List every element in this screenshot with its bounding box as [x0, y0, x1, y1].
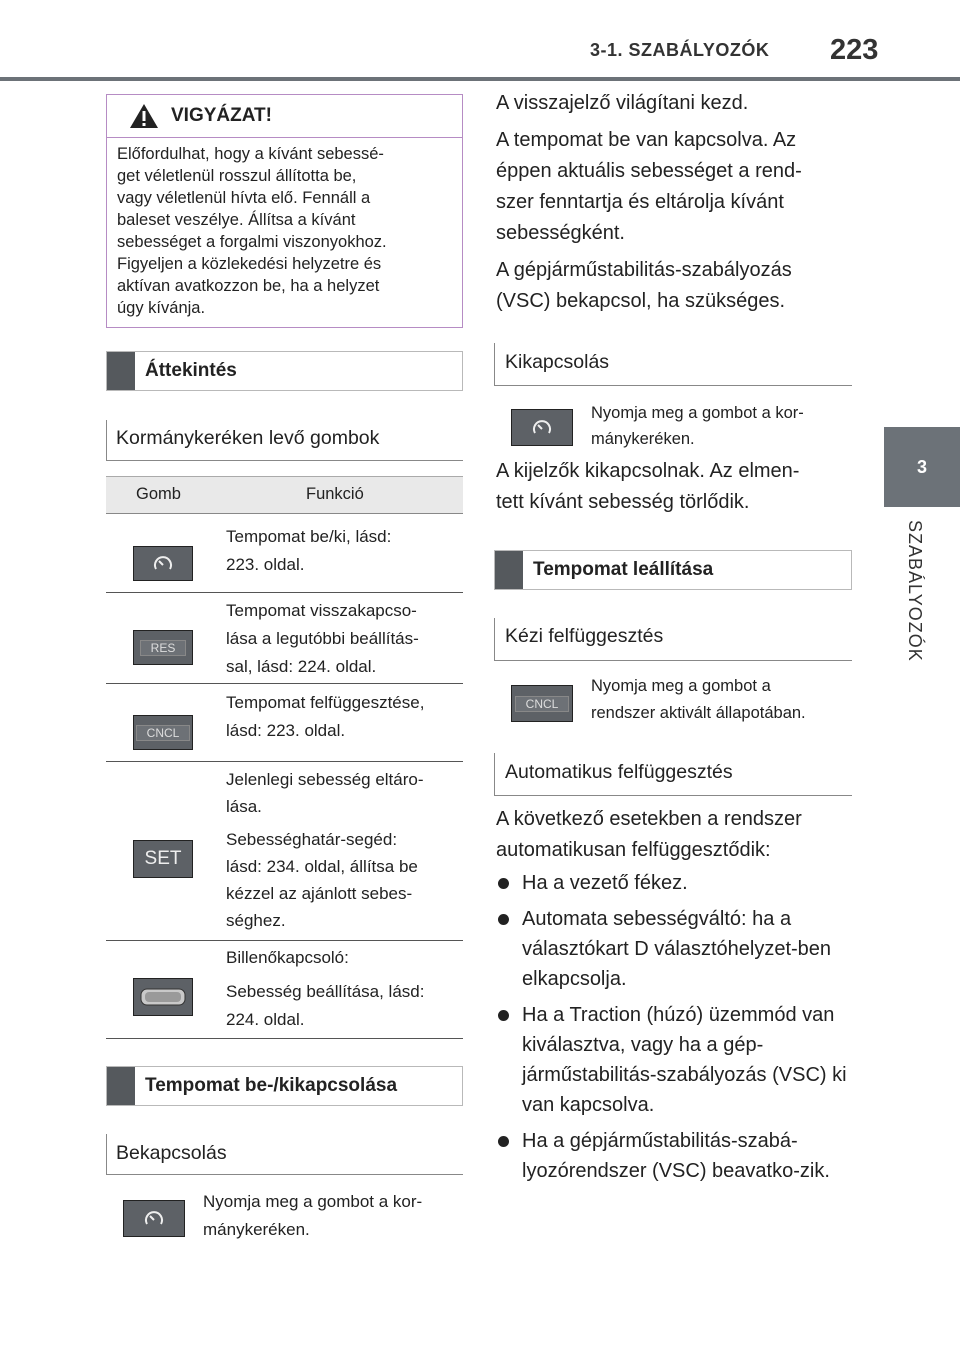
cruise-control-icon	[531, 418, 553, 438]
cncl-button-image	[511, 685, 573, 722]
table-row-divider	[106, 592, 463, 593]
chapter-label: SZABÁLYOZÓK	[905, 520, 925, 662]
table-header	[106, 476, 463, 514]
stop-heading-text: Tempomat leállítása	[533, 559, 714, 580]
section-title: 3-1. SZABÁLYOZÓK	[590, 40, 770, 60]
list-item: Ha a Traction (húzó) üzemmód van kiválasztva, vagy ha a gép-járműstabilitás-szabályozás (VSC) ki van kapcsolva.	[496, 1000, 856, 1120]
subheading-rule	[106, 1174, 463, 1175]
cruise-onoff-button-image	[511, 409, 573, 446]
cncl-label: CNCL	[515, 696, 570, 712]
overview-subheading: Kormánykeréken levő gombok	[116, 427, 380, 449]
subheading-marker	[494, 618, 495, 660]
warning-line: úgy kívánja.	[117, 299, 206, 317]
table-row-divider	[106, 683, 463, 684]
subheading-rule	[494, 660, 852, 661]
warning-line: Előfordulhat, hogy a kívánt sebessé-	[117, 145, 384, 163]
subheading-rule	[494, 385, 852, 386]
cruise-control-icon	[143, 1209, 165, 1229]
off-result-text: A kijelzők kikapcsolnak. Az elmen- tett kívánt sebesség törlődik.	[496, 460, 800, 513]
warning-line: sebességet a forgalmi viszonyokhoz.	[117, 233, 387, 251]
on-subheading: Bekapcsolás	[116, 1142, 227, 1164]
overview-heading-text: Áttekintés	[145, 360, 237, 381]
table-row-function: Billenőkapcsoló: Sebesség beállítása, lásd: 224. oldal.	[226, 948, 425, 1029]
header-rule	[0, 77, 960, 81]
cruise-onoff-button-image	[123, 1200, 185, 1237]
list-item: Ha a gépjárműstabilitás-szabá-lyozórendszer (VSC) beavatko-zik.	[496, 1126, 856, 1186]
subheading-marker	[494, 753, 495, 795]
overview-heading	[106, 351, 463, 391]
warning-text	[117, 143, 455, 319]
subheading-rule	[106, 460, 463, 461]
rocker-switch-image	[133, 978, 193, 1016]
manual-subheading: Kézi felfüggesztés	[505, 625, 664, 647]
off-subheading: Kikapcsolás	[505, 351, 610, 373]
on-instruction: Nyomja meg a gombot a kor- mánykeréken.	[203, 1192, 423, 1239]
warning-line: vagy véletlenül hívta elő. Fennáll a	[117, 189, 371, 207]
table-row-function: Tempomat visszakapcso- lása a legutóbbi beállítás- sal, lásd: 224. oldal.	[226, 601, 419, 676]
subheading-marker	[106, 1134, 107, 1174]
cruise-control-icon	[152, 554, 174, 574]
table-row-function: Tempomat felfüggesztése, lásd: 223. oldal.	[226, 693, 425, 740]
manual-instruction: Nyomja meg a gombot a rendszer aktivált állapotában.	[591, 677, 806, 722]
set-button-image	[133, 840, 193, 878]
chapter-tab: 3	[884, 427, 960, 507]
warning-line: aktívan avatkozzon be, ha a helyzet	[117, 277, 380, 295]
table-row-function: Tempomat be/ki, lásd: 223. oldal.	[226, 527, 392, 574]
onoff-heading-text: Tempomat be-/kikapcsolása	[145, 1075, 398, 1096]
table-row-function: Jelenlegi sebesség eltáro- lása. Sebességhatár-segéd: lásd: 234. oldal, állítsa be kézzel az ajánlott sebes- séghez.	[226, 770, 424, 930]
warning-header	[107, 95, 462, 138]
auto-subheading: Automatikus felfüggesztés	[505, 761, 733, 783]
res-label: RES	[140, 640, 187, 656]
set-label: SET	[144, 848, 182, 869]
warning-box	[106, 94, 463, 328]
column-header-button: Gomb	[136, 485, 181, 503]
off-instruction: Nyomja meg a gombot a kor- mánykeréken.	[591, 404, 804, 448]
rocker-switch-icon	[138, 984, 188, 1010]
column-header-function: Funkció	[306, 485, 364, 503]
intro-text: A visszajelző világítani kezd. A tempomat be van kapcsolva. Az éppen aktuális sebességet a rend- szer fenntartja és eltárolja kívánt sebességként. A gépjárműstabilitás-szabályozás (VSC) bekapcsol, ha szükséges.	[496, 92, 802, 312]
res-button-image	[133, 630, 193, 665]
cncl-label: CNCL	[136, 725, 191, 741]
subheading-rule	[494, 795, 852, 796]
warning-line: Figyeljen a közlekedési helyzetre és	[117, 255, 382, 273]
page-number: 223	[830, 34, 879, 66]
subheading-marker	[106, 420, 107, 460]
list-item: Automata sebességváltó: ha a választókart D választóhelyzet-ben elkapcsolja.	[496, 904, 856, 994]
warning-line: baleset veszélye. Állítsa a kívánt	[117, 211, 356, 229]
warning-title: VIGYÁZAT!	[171, 105, 272, 126]
subheading-marker	[494, 343, 495, 385]
table-row-divider	[106, 761, 463, 762]
auto-conditions-list	[496, 868, 856, 1192]
list-item: Ha a vezető fékez.	[496, 868, 856, 898]
table-row-divider	[106, 1038, 463, 1039]
cruise-onoff-button-image	[133, 546, 193, 581]
auto-intro-text: A következő esetekben a rendszer automatikusan felfüggesztődik:	[496, 808, 802, 861]
cncl-button-image	[133, 715, 193, 750]
warning-line: get véletlenül rosszul állította be,	[117, 167, 357, 185]
stop-heading	[494, 550, 852, 590]
table-row-divider	[106, 940, 463, 941]
onoff-heading	[106, 1066, 463, 1106]
warning-triangle-icon	[129, 103, 159, 129]
